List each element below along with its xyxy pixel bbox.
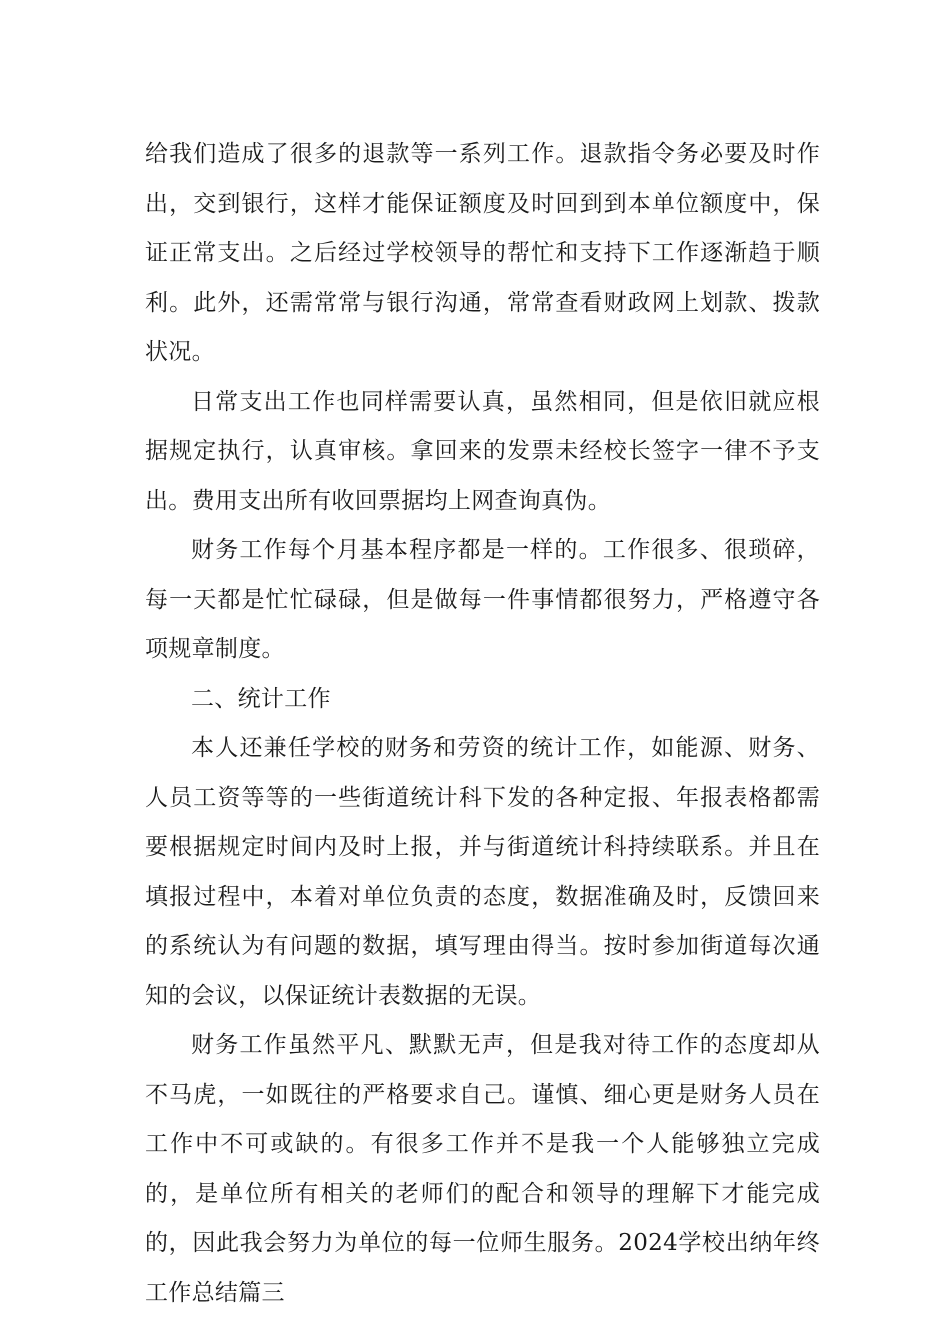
- paragraph-refund-work: 给我们造成了很多的退款等一系列工作。退款指令务必要及时作出，交到银行，这样才能保证额度及时回到到本单位额度中，保证正常支出。之后经过学校领导的帮忙和支持下工作逐渐趋于顺利。此外，还需常常与银行沟通，常常查看财政网上划款、拨款状况。: [145, 141, 820, 365]
- paragraph-monthly-routine: 财务工作每个月基本程序都是一样的。工作很多、很琐碎，每一天都是忙忙碌碌，但是做每一件事情都很努力，严格遵守各项规章制度。: [145, 537, 820, 662]
- document-body: [145, 130, 820, 1318]
- paragraph-conclusion: 财务工作虽然平凡、默默无声，但是我对待工作的态度却从不马虎，一如既往的严格要求自己。谨慎、细心更是财务人员在工作中不可或缺的。有很多工作并不是我一个人能够独立完成的，是单位所有相关的老师们的配合和领导的理解下才能完成的，因此我会努力为单位的每一位师生服务。2024学校出纳年终工作总结篇三: [145, 1032, 820, 1306]
- paragraph-daily-expenses: 日常支出工作也同样需要认真，虽然相同，但是依旧就应根据规定执行，认真审核。拿回来的发票未经校长签字一律不予支出。费用支出所有收回票据均上网查询真伪。: [145, 388, 820, 514]
- section-heading-statistics: 二、统计工作: [191, 685, 331, 712]
- paragraph-statistics-work: 本人还兼任学校的财务和劳资的统计工作，如能源、财务、人员工资等等的一些街道统计科下发的各种定报、年报表格都需要根据规定时间内及时上报，并与街道统计科持续联系。并且在填报过程中，本着对单位负责的态度，数据准确及时，反馈回来的系统认为有问题的数据，填写理由得当。按时参加街道每次通知的会议，以保证统计表数据的无误。: [145, 735, 820, 1009]
